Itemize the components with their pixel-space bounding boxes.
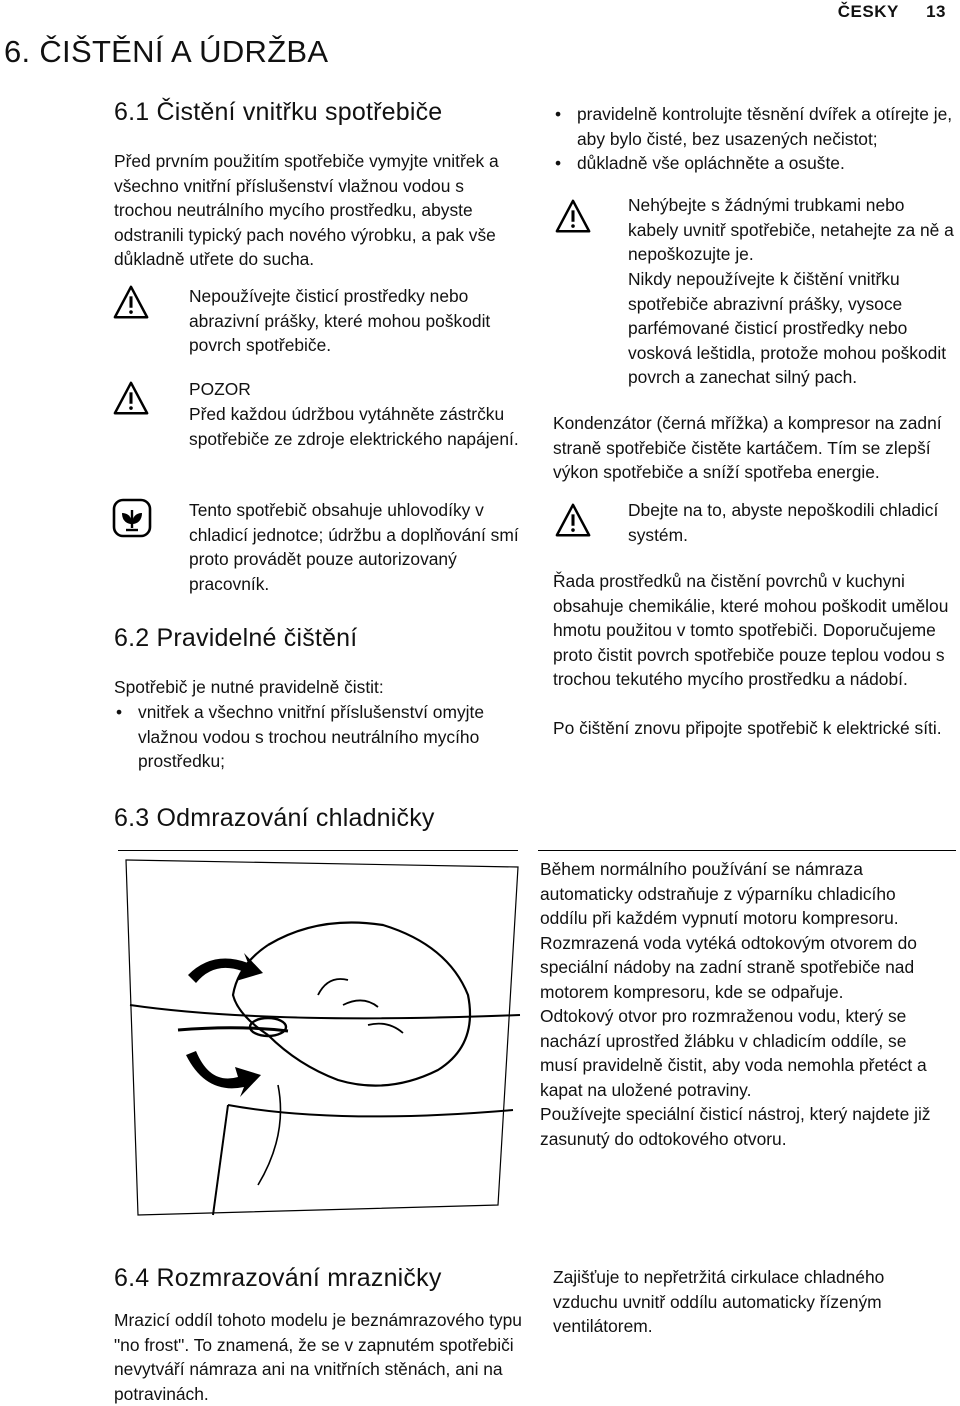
defrost-illustration — [118, 855, 525, 1225]
warning-pozor-title: POZOR — [189, 379, 251, 399]
divider — [538, 850, 956, 851]
defrost-paragraph-1: Během normálního používání se námraza automaticky odstraňuje z výparníku chladicího oddílu při každém vypnutí motoru kompresoru. Rozmrazená voda vytéká odtokovým otvorem do speciální nádoby na zadní straně spotřebiče nad motorem kompresoru, kde se odpařuje. — [540, 859, 917, 1002]
defrost-paragraph-2: Odtokový otvor pro rozmraženou vodu, který se nachází uprostřed žlábku v chladicím oddíle, se musí pravidelně čistit, aby voda nemohla přetéct a kapat na uložené potraviny. — [540, 1006, 927, 1100]
section-6-4-title: 6.4 Rozmrazování mrazničky — [114, 1264, 442, 1292]
hydrocarbon-note: Tento spotřebič obsahuje uhlovodíky v chladicí jednotce; údržbu a doplňování smí proto provádět pouze autorizovaný pracovník. — [189, 500, 519, 594]
reconnect-text: Po čištění znovu připojte spotřebič k elektrické síti. — [553, 718, 942, 738]
list-item: • důkladně vše opláchněte a osušte. — [553, 151, 953, 176]
cleaning-list-left — [114, 700, 514, 774]
freezer-paragraph-1: Mrazicí oddíl tohoto modelu je beznámrazového typu "no frost". To znamená, že se v zapnutém spotřebiči nevytváří námraza ani na vnitřních stěnách, ani na potravinách. — [114, 1310, 522, 1404]
defrost-paragraph-3: Používejte speciální čisticí nástroj, který najdete již zasunutý do odtokového otvoru. — [540, 1104, 931, 1149]
section-6-2-title: 6.2 Pravidelné čištění — [114, 624, 358, 652]
warning-abrasive: Nepoužívejte čisticí prostředky nebo abrazivní prášky, které mohou poškodit povrch spotřebiče. — [189, 286, 491, 356]
list-item: • pravidelně kontrolujte těsnění dvířek a otírejte je, aby bylo čisté, bez usazených nečistot; — [553, 102, 953, 151]
freezer-paragraph-2: Zajišťuje to nepřetržitá cirkulace chladného vzduchu uvnitř oddílu automaticky řízeným ventilátorem. — [553, 1267, 885, 1337]
section-6-1-intro: Před prvním použitím spotřebiče vymyjte vnitřek a všechno vnitřní příslušenství vlažnou vodou s trochou neutrálního mycího prostředku, abyste odstranili typický pach nového výrobku, a pak vše důkladně utřete do sucha. — [114, 151, 499, 270]
section-6-2-intro: Spotřebič je nutné pravidelně čistit: — [114, 677, 384, 697]
language-label: ČESKY — [837, 2, 899, 21]
chemicals-text: Řada prostředků na čistění povrchů v kuchyni obsahuje chemikálie, které mohou poškodit umělou hmotu použitou v tomto spotřebiči. Doporučujeme proto čistit povrch spotřebiče pouze teplou vodou s trochou tekutého mycího prostředku a nádobí. — [553, 571, 949, 690]
list-item: • vnitřek a všechno vnitřní příslušenství omyjte vlažnou vodou s trochou neutrálního mycího prostředku; — [114, 700, 514, 774]
warning-icon — [554, 502, 592, 540]
warning-no-abrasive: Nikdy nepoužívejte k čištění vnitřku spotřebiče abrazivní prášky, vysoce parfémované čisticí prostředky nebo vosková leštidla, protože mohou poškodit povrch a zanechat silný pach. — [628, 269, 947, 388]
warning-pipes: Nehýbejte s žádnými trubkami nebo kabely uvnitř spotřebiče, netahejte za ně a nepoškozujte je. — [628, 195, 954, 265]
warning-icon — [554, 198, 592, 236]
section-6-3-title: 6.3 Odmrazování chladničky — [114, 804, 435, 832]
warning-icon — [112, 380, 150, 418]
chapter-title: 6. ČIŠTĚNÍ A ÚDRŽBA — [4, 34, 329, 69]
warning-cooling-system: Dbejte na to, abyste nepoškodili chladicí systém. — [628, 500, 939, 545]
condenser-text: Kondenzátor (černá mřížka) a kompresor na zadní straně spotřebiče čistěte kartáčem. Tím se zlepší výkon spotřebiče a sníží spotřeba energie. — [553, 413, 942, 483]
cleaning-list-right — [553, 102, 953, 176]
warning-icon — [112, 284, 150, 322]
section-6-1-title: 6.1 Čistění vnitřku spotřebiče — [114, 98, 443, 126]
page-number: 13 — [926, 2, 946, 21]
environment-icon — [112, 498, 152, 538]
warning-unplug: Před každou údržbou vytáhněte zástrčku spotřebiče ze zdroje elektrického napájení. — [189, 404, 519, 449]
page-header — [838, 2, 946, 22]
divider — [118, 850, 518, 851]
